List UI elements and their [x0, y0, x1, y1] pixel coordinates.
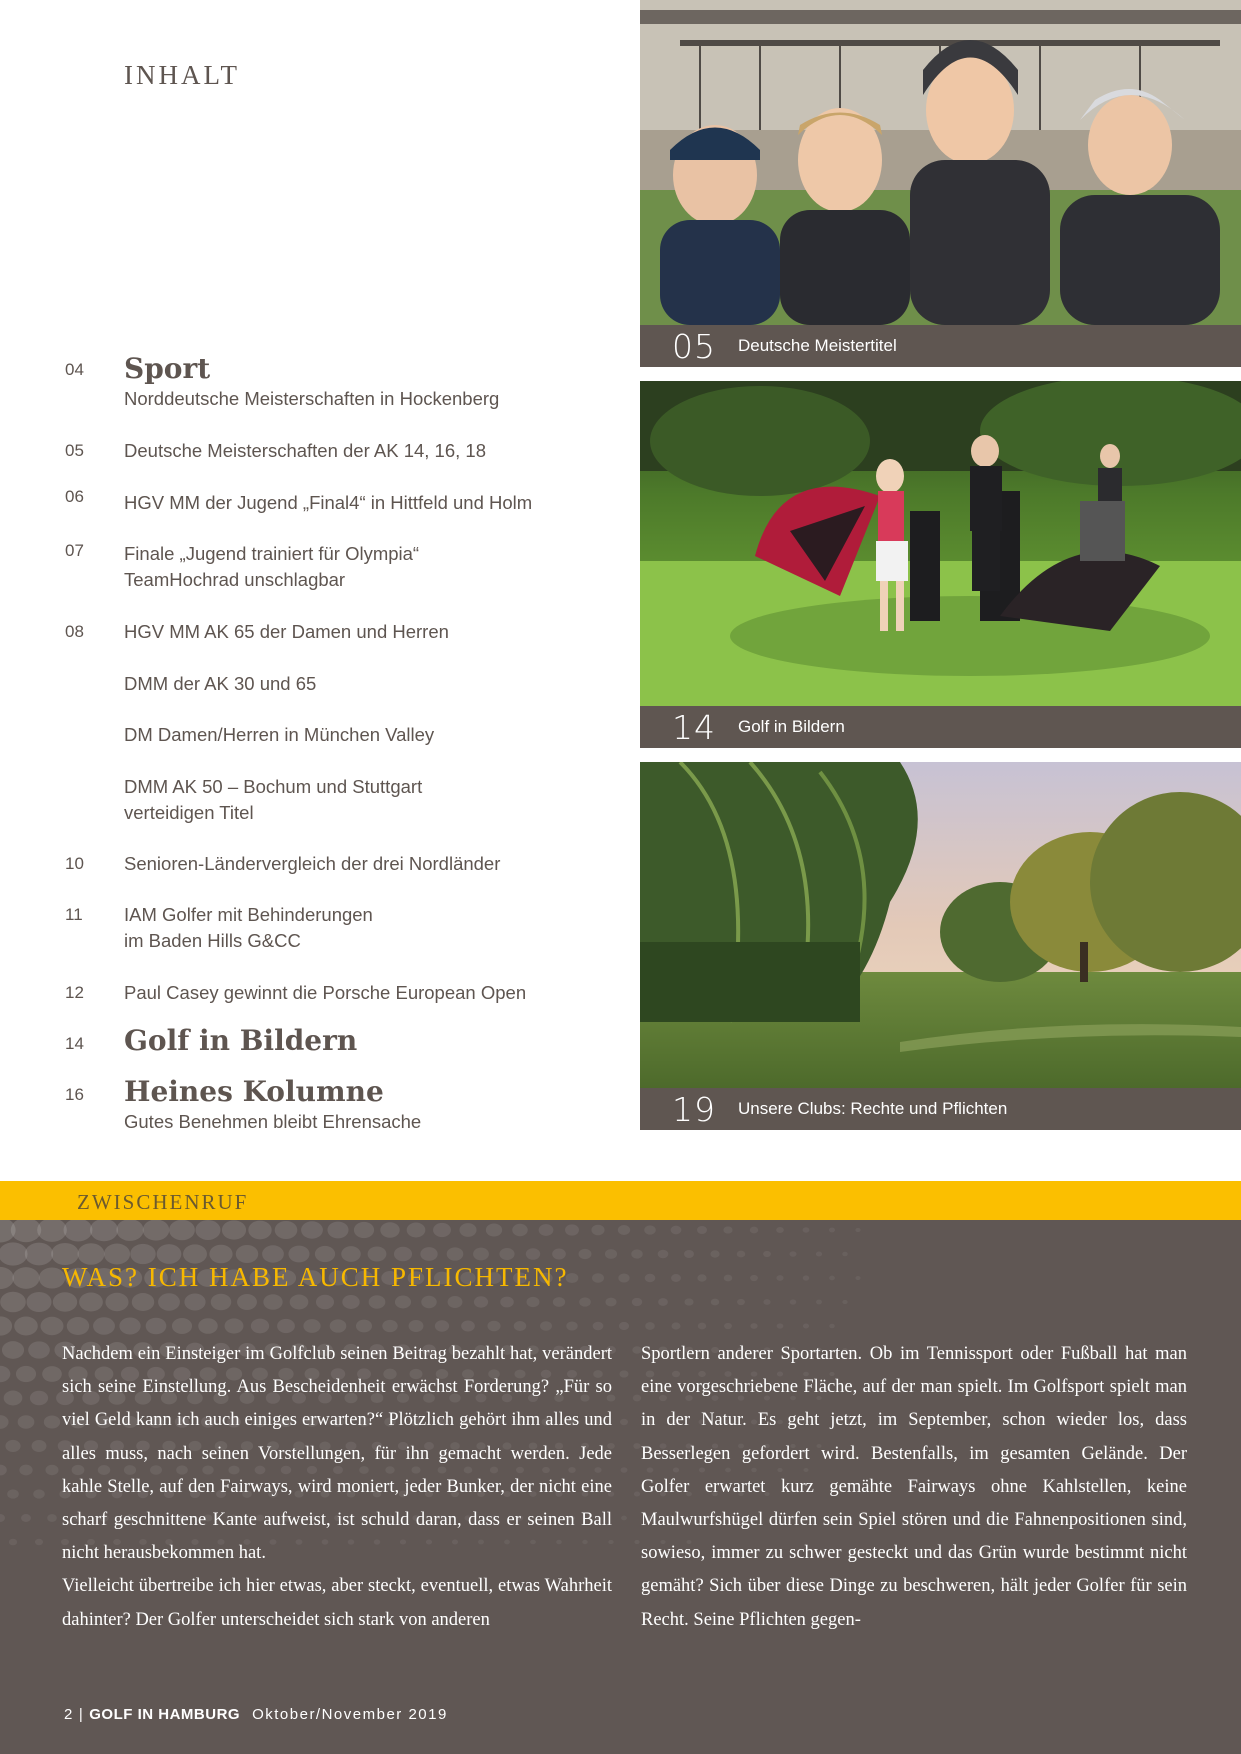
- footer-issue: Oktober/November 2019: [252, 1706, 448, 1723]
- caption-text: Deutsche Meistertitel: [738, 336, 897, 355]
- column-panel: [0, 1220, 1241, 1754]
- toc-line: Finale „Jugend trainiert für Olympia“: [124, 543, 420, 564]
- toc-line: Senioren-Ländervergleich der drei Nordländer: [124, 853, 501, 874]
- toc-line: Deutsche Meisterschaften der AK 14, 16, 18: [124, 440, 486, 461]
- section-label-bar: [0, 1181, 1241, 1220]
- toc-line: verteidigen Titel: [124, 802, 254, 823]
- caption-text: Unsere Clubs: Rechte und Pflichten: [738, 1099, 1008, 1118]
- article-paragraph: Vielleicht übertreibe ich hier etwas, aber steckt, eventuell, etwas Wahrheit dahinter? Der Golfer unterscheidet sich stark von anderen: [62, 1576, 612, 1630]
- golf-course-evening-photo: [640, 762, 1241, 1088]
- toc-heading: Sport: [124, 352, 211, 385]
- toc-line: HGV MM der Jugend „Final4“ in Hittfeld und Holm: [124, 492, 533, 513]
- toc-line: Gutes Benehmen bleibt Ehrensache: [124, 1111, 422, 1132]
- caption-page-number: 14: [672, 708, 716, 747]
- toc-line: im Baden Hills G&CC: [124, 930, 301, 951]
- article-column-right: [641, 1338, 1187, 1637]
- toc-page-number: 07: [65, 541, 84, 560]
- article-column-left: [62, 1338, 612, 1637]
- caption-page-number: 19: [672, 1090, 716, 1129]
- toc-line: IAM Golfer mit Behinderungen: [124, 904, 373, 925]
- toc-page-number: 12: [65, 983, 84, 1002]
- photo-caption-bar: [640, 1088, 1241, 1130]
- photo-caption-bar: [640, 325, 1241, 367]
- toc-line: Paul Casey gewinnt die Porsche European Open: [124, 982, 527, 1003]
- toc-line: TeamHochrad unschlagbar: [124, 569, 346, 590]
- toc-line: DM Damen/Herren in München Valley: [124, 724, 435, 745]
- toc-page-number: 14: [65, 1034, 84, 1053]
- toc-page-number: 11: [65, 905, 83, 924]
- footer-brand: GOLF IN HAMBURG: [89, 1706, 241, 1723]
- toc-heading: Golf in Bildern: [124, 1024, 358, 1057]
- footer-separator: |: [78, 1706, 84, 1723]
- toc-page-number: 10: [65, 854, 84, 873]
- junior-golfers-photo: [640, 0, 1241, 325]
- toc-page-number: 04: [65, 360, 84, 379]
- toc-page-number: 16: [65, 1085, 84, 1104]
- golfers-umbrellas-photo: [640, 381, 1241, 706]
- toc-line: HGV MM AK 65 der Damen und Herren: [124, 621, 449, 642]
- photo-caption-bar: [640, 706, 1241, 748]
- page-title: INHALT: [124, 60, 240, 90]
- toc-line: DMM AK 50 – Bochum und Stuttgart: [124, 776, 423, 797]
- section-label: ZWISCHENRUF: [77, 1190, 249, 1214]
- feature-photo-block[interactable]: [640, 381, 1241, 748]
- article-paragraph: Nachdem ein Einsteiger im Golfclub seinen Beitrag bezahlt hat, verändert sich seine Einstellung. Aus Bescheidenheit erwächst Forderung? „Für so viel Geld kann ich auch einiges erwarten?“ Plötzlich gehört ihm alles und alles muss, nach seinen Vorstellungen, für ihn gemacht werden. Jede kahle Stelle, auf den Fairways, wird moniert, jeder Bunker, der nicht eine scharf geschnittene Kante aufweist, ist schuld daran, dass er seinen Ball nicht herausbekommen hat.: [62, 1344, 612, 1564]
- feature-photo-block[interactable]: [640, 762, 1241, 1130]
- article-paragraph: Sportlern anderer Sportarten. Ob im Tennissport oder Fußball hat man eine vorgeschriebene Fläche, auf der man spielt. Im Golfsport spielt man in der Natur. Es geht jetzt, im September, schon wieder los, dass Besserlegen gefordert wird. Bestenfalls, im gesamten Gelände. Der Golfer erwartet kurz gemähte Fairways ohne Kahlstellen, keine Maulwurfshügel dürfen sein Spiel stören und die Fahnenpositionen sind, sowieso, immer zu schwer gesteckt und das Grün wurde bestimmt nicht gemäht? Sich über diese Dinge zu beschweren, hält jeder Golfer für sein Recht. Seine Pflichten gegen-: [641, 1344, 1187, 1630]
- page-footer: [64, 1706, 448, 1723]
- toc-page-number: 08: [65, 622, 84, 641]
- footer-page-number: 2: [64, 1706, 73, 1723]
- toc-line: Norddeutsche Meisterschaften in Hockenberg: [124, 388, 500, 409]
- toc-page-number: 06: [65, 487, 84, 506]
- toc-line: DMM der AK 30 und 65: [124, 673, 317, 694]
- toc-page-number: 05: [65, 441, 84, 460]
- caption-page-number: 05: [672, 327, 716, 366]
- column-headline: WAS? ICH HABE AUCH PFLICHTEN?: [62, 1262, 569, 1292]
- caption-text: Golf in Bildern: [738, 717, 845, 736]
- toc-heading: Heines Kolumne: [124, 1075, 384, 1108]
- feature-photo-block[interactable]: [640, 0, 1241, 367]
